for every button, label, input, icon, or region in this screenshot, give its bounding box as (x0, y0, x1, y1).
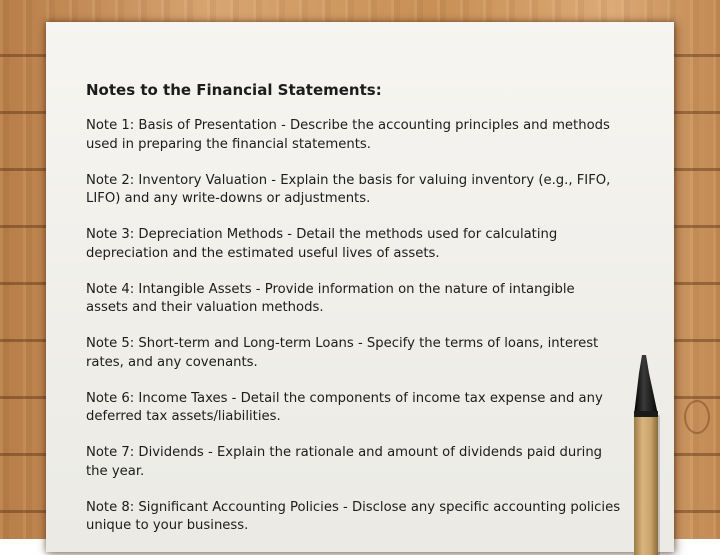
note-8-line-1: Note 8: Significant Accounting Policies - Disclose any specific accounting policies (86, 499, 621, 515)
note-7-line-1: Note 7: Dividends - Explain the rationale and amount of dividends paid during (86, 445, 603, 460)
note-6 (86, 390, 646, 427)
note-3-line-2: depreciation and the estimated useful lives of assets. (86, 245, 440, 261)
note-1-line-2: used in preparing the financial statements. (86, 136, 371, 152)
note-7-line-2: the year. (86, 463, 145, 479)
note-2 (86, 172, 646, 209)
pen-icon (632, 355, 664, 555)
document-heading: Notes to the Financial Statements: (86, 81, 382, 99)
note-5 (86, 335, 646, 372)
note-7 (86, 444, 646, 481)
note-1 (86, 117, 646, 154)
note-4-line-1: Note 4: Intangible Assets - Provide information on the nature of intangible (86, 281, 575, 297)
note-3-line-1: Note 3: Depreciation Methods - Detail the methods used for calculating (86, 227, 558, 242)
note-1-line-1: Note 1: Basis of Presentation - Describe the accounting principles and methods (86, 118, 610, 133)
note-3 (86, 226, 646, 263)
note-5-line-2: rates, and any covenants. (86, 354, 258, 370)
note-4 (86, 281, 646, 318)
pen-body (634, 417, 658, 555)
pen-band (634, 411, 658, 417)
note-8 (86, 499, 646, 536)
pen-tip (634, 355, 658, 415)
paper-sheet (46, 22, 674, 552)
notes-document (86, 80, 646, 553)
note-2-line-2: LIFO) and any write-downs or adjustments. (86, 191, 371, 206)
note-4-line-2: assets and their valuation methods. (86, 300, 324, 315)
note-6-line-1: Note 6: Income Taxes - Detail the components of income tax expense and any (86, 390, 603, 406)
note-8-line-2: unique to your business. (86, 518, 249, 533)
note-5-line-1: Note 5: Short-term and Long-term Loans - Specify the terms of loans, interest (86, 336, 599, 351)
note-2-line-1: Note 2: Inventory Valuation - Explain the basis for valuing inventory (e.g., FIFO, (86, 172, 611, 188)
wood-knot (684, 400, 710, 434)
note-6-line-2: deferred tax assets/liabilities. (86, 409, 281, 424)
